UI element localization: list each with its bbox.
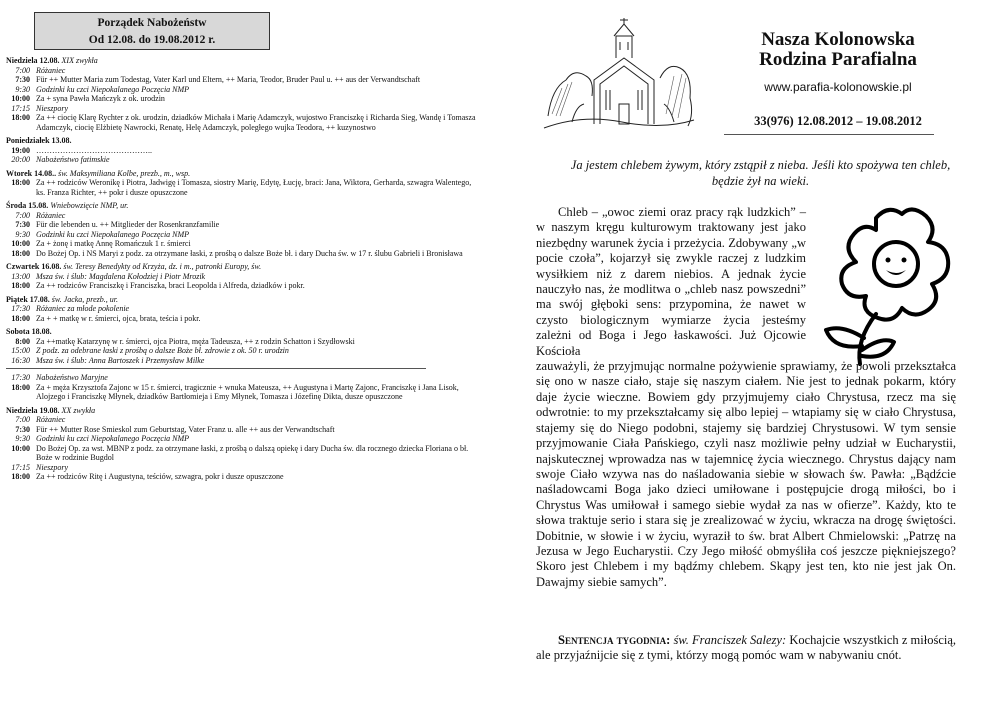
parish-url[interactable]: www.parafia-kolonowskie.pl (764, 80, 912, 94)
day-title (6, 136, 482, 146)
entry-time: 7:00 (15, 210, 30, 220)
right-page (528, 0, 968, 702)
entry-time: 7:30 (15, 220, 30, 229)
entry-intention: Za + żonę i matkę Annę Romańczuk 1 r. śmierci (36, 239, 191, 248)
schedule-entry (6, 239, 482, 249)
issue-number: 33(976) 12.08.2012 – 19.08.2012 (754, 114, 922, 128)
schedule-entry (6, 304, 482, 314)
entry-intention: Za ++ rodziców Weronikę i Piotra, Jadwigę i Tomasza, siostry Marię, Edytę, Łucję, braci: Jana, Wiktora, Gerharda, szwagra Walentego, ks. Franza Richter, ++ pokr i dusze opuszczone (36, 178, 472, 197)
entry-time: 16:30 (11, 355, 30, 365)
entry-time: 19:00 (11, 145, 30, 155)
entry-intention: Msza św. i ślub: Magdalena Kołodziej i Piotr Mrozik (36, 271, 206, 281)
entry-time: 8:00 (15, 336, 30, 346)
day-liturgy: Wniebowzięcie NMP, ur. (50, 201, 129, 210)
schedule-day (6, 327, 482, 402)
schedule-entry (6, 155, 482, 165)
entry-intention: Für die lebenden u. ++ Mitglieder der Rosenkranzfamilie (36, 220, 220, 229)
day-liturgy: XIX zwykła (61, 56, 98, 65)
day-name: Sobota 18.08. (6, 327, 52, 336)
entry-time: 15:00 (11, 346, 30, 355)
schedule-entry (6, 472, 482, 482)
title-line-1: Nasza Kolonowska (761, 29, 915, 50)
entry-time: 7:00 (15, 415, 30, 424)
day-liturgy: św. Teresy Benedykty od Krzyża, dz. i m., patronki Europy, św. (63, 262, 262, 271)
day-name: Czwartek 16.08. (6, 262, 62, 271)
schedule-day (6, 201, 482, 258)
schedule-entry (6, 178, 482, 197)
schedule-entry (6, 211, 482, 221)
day-title (6, 262, 482, 272)
entry-intention: Msza św. i ślub: Anna Bartoszek i Przemysław Milke (36, 355, 205, 365)
article (536, 205, 956, 590)
entry-time: 9:30 (15, 229, 30, 239)
sentencja-label: Sentencja tygodnia: (558, 633, 671, 647)
day-title (6, 406, 482, 416)
bulletin-title (718, 30, 958, 70)
schedule-entry (6, 434, 482, 444)
issue-divider (724, 134, 934, 135)
entry-intention: Różaniec (36, 210, 66, 220)
schedule-entry (6, 113, 482, 132)
entry-intention: Z podz. za odebrane łaski z prośbą o dalsze Boże bł. zdrowie z ok. 50 r. urodzin (36, 346, 289, 355)
schedule-entry (6, 444, 482, 463)
day-name: Środa 15.08. (6, 201, 49, 210)
entry-time: 9:30 (15, 434, 30, 443)
schedule-entry (6, 463, 482, 473)
entry-time: 9:30 (15, 84, 30, 94)
entry-time: 10:00 (11, 94, 30, 103)
title-line-2: Rodzina Parafialna (759, 49, 917, 70)
article-part-1: Chleb – „owoc ziemi oraz pracy rąk ludzkich” – w naszym kręgu kulturowym traktowany jest jako niezbędny warunek życia i przeżycia. Zdobywany „w pocie czoła”, kojarzył się zwykle raczej z ludzkim wysiłkiem niż z darem niebios. A jednak życie nauczyło nas, że modlitwa o „chleb nasz powszedni” ma swój głęboki sens: przypomina, że nawet w czysto biologicznym wymiarze życia jesteśmy zależni od Boga i Jego łaskawości. Już Ojcowie Kościoła (536, 205, 806, 358)
entry-time: 10:00 (11, 443, 30, 453)
sentencja-author: św. Franciszek Salezy: (673, 633, 787, 647)
entry-intention: Za + męża Krzysztofa Zajonc w 15 r. śmierci, tragicznie + wnuka Mateusza, ++ Augustyna i Martę Zajonc, Franciszkę i Jana Lisok, Alojzego i Franciszkę Młynek, dziadków Bartłomieja i Emy Młynek, Tomasza i Józefinę Dikta, dusze opuszczone (36, 382, 459, 401)
schedule-entry (6, 383, 482, 402)
entry-intention: Nieszpory (36, 462, 68, 472)
entry-time: 7:30 (15, 424, 30, 434)
schedule-day (6, 136, 482, 165)
schedule-entry (6, 356, 482, 366)
entry-intention: Godzinki ku czci Niepokalanego Poczęcia NMP (36, 434, 190, 443)
entry-time: 10:00 (11, 239, 30, 248)
schedule-entry (6, 425, 482, 435)
schedule-divider (6, 368, 426, 369)
day-title (6, 327, 482, 337)
entry-time: 17:30 (11, 304, 30, 313)
day-name: Piątek 17.08. (6, 294, 50, 304)
entry-intention: Nabożeństwo Maryjne (36, 373, 108, 382)
day-title (6, 295, 482, 305)
mass-schedule (6, 56, 482, 486)
entry-time: 18:00 (11, 313, 30, 323)
schedule-entry (6, 415, 482, 425)
entry-intention: Za ++ rodziców Franciszkę i Franciszka, braci Leopolda i Alfreda, dziadków i pokr. (36, 281, 305, 290)
day-title (6, 56, 482, 66)
entry-intention: Za ++matkę Katarzynę w r. śmierci, ojca Piotra, męża Tadeusza, ++ z rodzin Schatton i Szydłowski (36, 336, 355, 346)
entry-time: 20:00 (11, 155, 30, 164)
entry-time: 18:00 (11, 472, 30, 481)
entry-intention: Godzinki ku czci Niepokalanego Poczęcia NMP (36, 229, 190, 239)
schedule-entry (6, 220, 482, 230)
entry-intention: Do Bożej Op. za wst. MBNP z podz. za otrzymane łaski, z prośbą o dalszą opiekę i dary Ducha św. dla rocznego dziecka Floriana o bł. Boże w rodzinie Bugdol (36, 443, 469, 462)
schedule-entry (6, 94, 482, 104)
entry-intention: Godzinki ku czci Niepokalanego Poczęcia NMP (36, 84, 190, 94)
entry-intention: Za + + matkę w r. śmierci, ojca, brata, teścia i pokr. (36, 313, 201, 323)
schedule-entry (6, 75, 482, 85)
entry-time: 18:00 (11, 248, 30, 258)
schedule-day (6, 262, 482, 291)
entry-time: 7:30 (15, 75, 30, 84)
schedule-day (6, 169, 482, 198)
entry-time: 18:00 (11, 382, 30, 392)
entry-time: 18:00 (11, 178, 30, 187)
entry-time: 17:15 (11, 103, 30, 113)
schedule-entry (6, 230, 482, 240)
entry-time: 7:00 (15, 65, 30, 75)
entry-intention: Do Bożej Op. i NS Maryi z podz. za otrzymane łaski, z prośbą o dalsze Boże bł. i dary Ducha św. w 17 r. ślubu Gabrieli i Bronisława (36, 248, 463, 258)
entry-intention: Różaniec (36, 65, 66, 75)
entry-intention: Für ++ Mutter Rose Smieskol zum Geburtstag, Vater Franz u. alle ++ aus der Verwandtschaft (36, 424, 335, 434)
schedule-entry (6, 85, 482, 95)
entry-intention: Za + syna Pawła Mańczyk z ok. urodzin (36, 94, 165, 103)
entry-intention: Für ++ Mutter Maria zum Todestag, Vater Karl und Eltern, ++ Maria, Teodor, Bruder Paul u. ++ aus der Verwandtschaft (36, 75, 421, 84)
schedule-entry (6, 281, 482, 291)
entry-intention: Różaniec (36, 415, 66, 424)
day-name: Niedziela 19.08. (6, 405, 60, 415)
day-liturgy: św. Maksymiliana Kolbe, prezb., m., wsp. (58, 168, 191, 178)
day-name: Poniedziałek 13.08. (6, 136, 72, 145)
entry-time: 17:15 (11, 462, 30, 472)
entry-intention: Nabożeństwo fatimskie (36, 155, 110, 164)
entry-intention: Za ++ ciocię Klarę Rychter z ok. urodzin, dziadków Michała i Marię Adamczyk, wujostwo Franciszkę i Richarda Sieg, Wandę i Tomasza Adamczyk, ciocię Elżbietę Nawrocki, Renatę, Helę Adamczyk, poległego wujka Teodora, ++ kuzynostwo (36, 113, 476, 132)
left-page (0, 0, 488, 702)
day-liturgy: XX zwykła (61, 405, 96, 415)
entry-intention: …………………………………….. (36, 145, 152, 155)
schedule-day (6, 406, 482, 482)
gospel-quote: Ja jestem chlebem żywym, który zstąpił z nieba. Jeśli kto spożywa ten chleb, będzie żył na wieki. (570, 158, 951, 188)
schedule-entry (6, 314, 482, 324)
schedule-entry (6, 249, 482, 259)
schedule-day (6, 56, 482, 132)
church-drawing-icon (542, 18, 696, 134)
entry-intention: Nieszpory (36, 103, 68, 113)
day-name: Wtorek 14.08.. (6, 168, 57, 178)
day-title (6, 169, 482, 179)
article-part-2: zauważyli, że przyjmując normalne pożywienie sprawiamy, że powoli przekształca się ono w nasze ciało, staje się naszym ciałem. Nie jest to jednak pokarm, który daje życie wieczne. Bowiem gdy przyjmujemy ciało Chrystusa, rzecz ma się odwrotnie: to my przekształcamy się albo lepiej – wtapiamy się w ciało Chrystusa, stajemy się do Niego podobni, stajemy się bardziej Chrystusowi. W tym sensie przyjmowanie Ciała Pańskiego, czyli nasz możliwie pełny udział w Eucharystii, najskutecznej wprowadza nas w tajemnicę życia wiecznego. Chrystus dający nam swoje Ciało wzywa nas do naśladowania siebie w słowach św. Pawła: „Bądźcie naśladowcami Boga jako dzieci umiłowane i postępujcie drogą miłości, bo i Chrystus Was umiłował i samego siebie wydał za nas w ofierze”. Każdy, kto te słowa traktuje serio i stara się je zrealizować w życiu, wkracza na drogę świętości. Dobitnie, w słowie i w życiu, wyraził to św. brat Albert Chmielowski: „Patrzę na Jezusa w Jego Eucharystii. Czy Jego miłość obmyśliła coś jeszcze piękniejszego? Skoro jest Chlebem i my bądźmy chlebem. Skąpy jest ten, kto nie jest jak On. Dawajmy siebie samych”. (536, 359, 956, 589)
day-title (6, 201, 482, 211)
schedule-entry (6, 104, 482, 114)
schedule-title: Porządek Nabożeństw (97, 17, 207, 29)
sentencja-tygodnia (536, 633, 956, 664)
entry-time: 17:30 (11, 373, 30, 382)
entry-time: 13:00 (11, 271, 30, 281)
day-name: Niedziela 12.08. (6, 56, 60, 65)
entry-time: 18:00 (11, 113, 30, 122)
schedule-entry (6, 373, 482, 383)
schedule-entry (6, 272, 482, 282)
schedule-entry (6, 337, 482, 347)
schedule-dates: Od 12.08. do 19.08.2012 r. (88, 34, 216, 46)
schedule-entry (6, 346, 482, 356)
schedule-header (34, 12, 270, 50)
entry-time: 18:00 (11, 281, 30, 290)
sentencja-text: Kochajcie wszystkich z miłością, ale przyjaźnijcie się z tymi, którzy mogą pomóc wam w nabywaniu cnót. (536, 633, 957, 663)
entry-intention: Za ++ rodziców Ritę i Augustyna, teściów, szwagra, pokr i dusze opuszczone (36, 472, 284, 481)
entry-intention: Różaniec za młode pokolenie (36, 304, 130, 313)
schedule-day (6, 295, 482, 324)
schedule-entry (6, 146, 482, 156)
schedule-entry (6, 66, 482, 76)
day-liturgy: św. Jacka, prezb., ur. (51, 294, 118, 304)
